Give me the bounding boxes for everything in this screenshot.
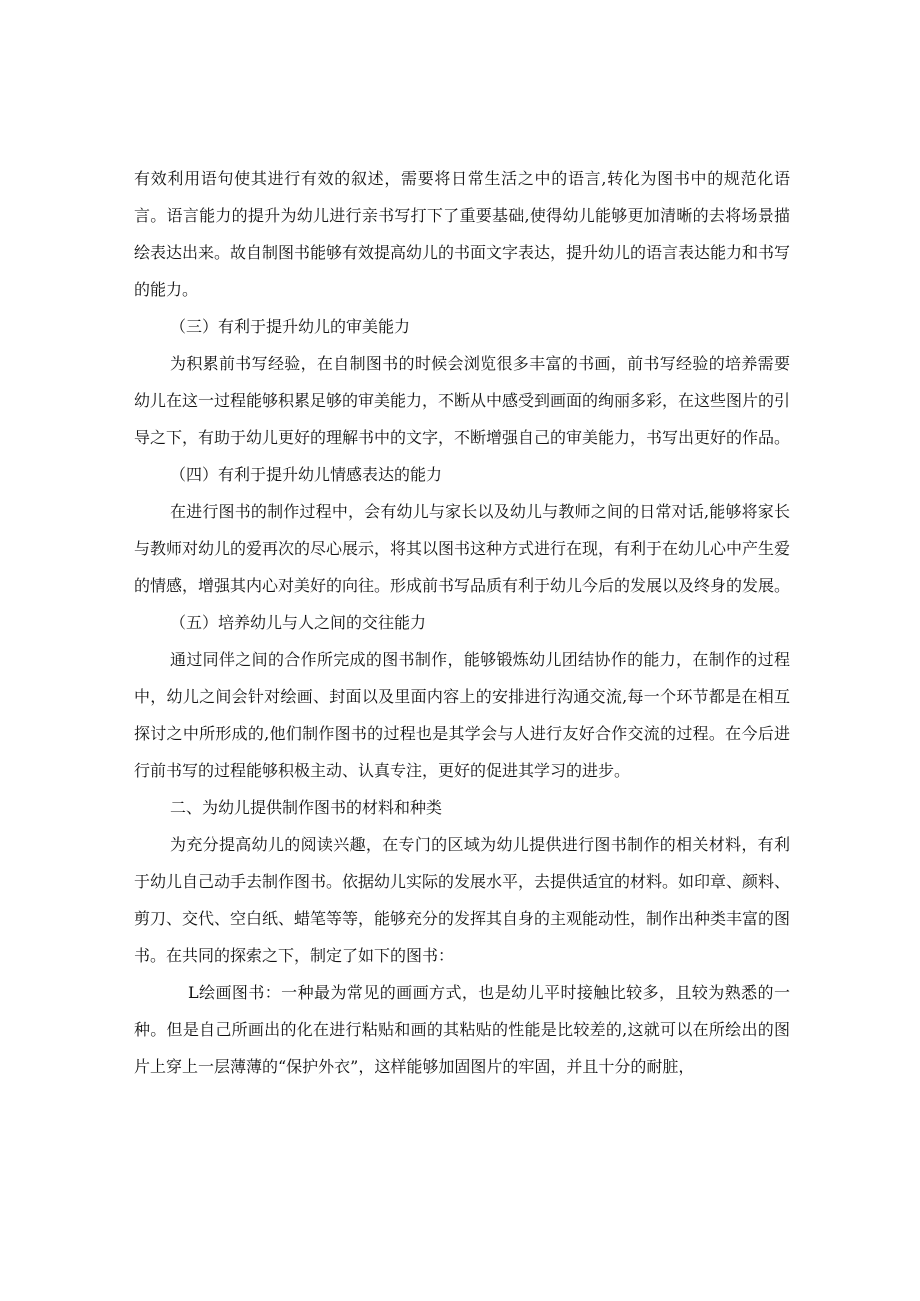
paragraph-materials: 为充分提高幼儿的阅读兴趣，在专门的区域为幼儿提供进行图书制作的相关材料，有利于幼儿自己动手去制作图书。依据幼儿实际的发展水平，去提供适宜的材料。如印章、颜料、剪刀、交代、空白纸、蜡笔等等，能够充分的发挥其自身的主观能动性，制作出种类丰富的图书。在共同的探索之下，制定了如下的图书： — [134, 835, 791, 965]
list-item-painting-books: L绘画图书：一种最为常见的画画方式，也是幼儿平时接触比较多，且较为熟悉的一种。但是自己所画出的化在进行粘贴和画的其粘贴的性能是比较差的,这就可以在所绘出的图片上穿上一层薄薄的“保护外衣”，这样能够加固图片的牢固，并且十分的耐脏， — [134, 983, 790, 1076]
heading-social-ability: （五）培养幼儿与人之间的交往能力 — [170, 613, 427, 632]
document-body — [134, 160, 790, 1085]
paragraph-aesthetic-ability: 为积累前书写经验，在自制图书的时候会浏览很多丰富的书画，前书写经验的培养需要幼儿在这一过程能够积累足够的审美能力，不断从中感受到画面的绚丽多彩，在这些图片的引导之下，有助于幼儿更好的理解书中的文字，不断增强自己的审美能力，书写出更好的作品。 — [134, 354, 791, 447]
heading-emotional-expression: （四）有利于提升幼儿情感表达的能力 — [170, 465, 443, 484]
paragraph-language-ability: 有效利用语句使其进行有效的叙述，需要将日常生活之中的语言,转化为图书中的规范化语言。语言能力的提升为幼儿进行亲书写打下了重要基础,使得幼儿能够更加清晰的去将场景描绘表达出来。故自制图书能够有效提高幼儿的书面文字表达，提升幼儿的语言表达能力和书写的能力。 — [134, 169, 791, 299]
heading-materials-and-types: 二、为幼儿提供制作图书的材料和种类 — [170, 798, 443, 817]
paragraph-emotional-expression: 在进行图书的制作过程中，会有幼儿与家长以及幼儿与教师之间的日常对话,能够将家长与教师对幼儿的爱再次的尽心展示，将其以图书这种方式进行在现，有利于在幼儿心中产生爱的情感，增强其内心对美好的向往。形成前书写品质有利于幼儿今后的发展以及终身的发展。 — [134, 502, 791, 595]
heading-aesthetic-ability: （三）有利于提升幼儿的审美能力 — [170, 317, 411, 336]
paragraph-social-ability: 通过同伴之间的合作所完成的图书制作，能够锻炼幼儿团结协作的能力，在制作的过程中，幼儿之间会针对绘画、封面以及里面内容上的安排进行沟通交流,每一个环节都是在相互探讨之中所形成的,他们制作图书的过程也是其学会与人进行友好合作交流的过程。在今后进行前书写的过程能够积极主动、认真专注，更好的促进其学习的进步。 — [134, 650, 790, 780]
